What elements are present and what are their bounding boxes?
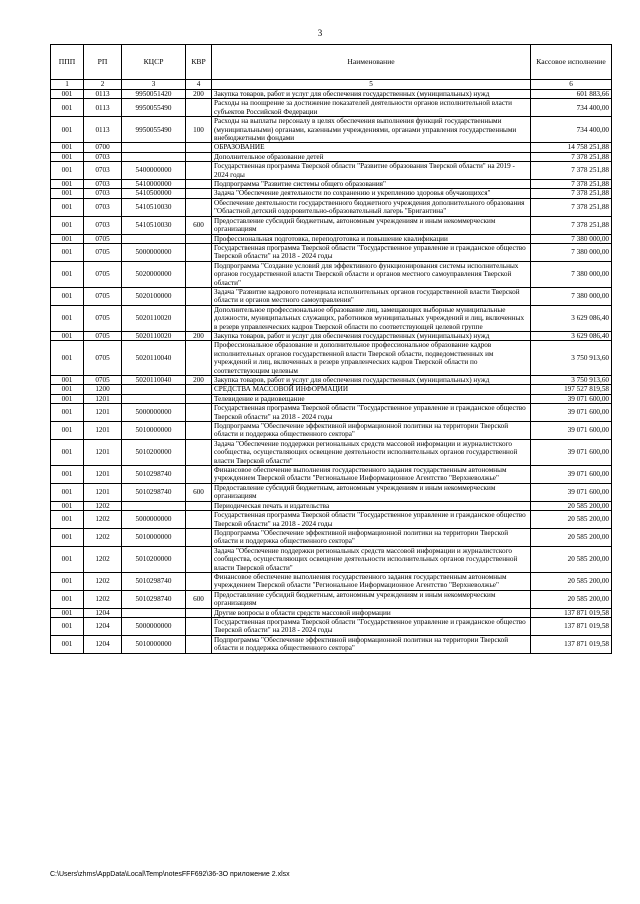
cell-name: Государственная программа Тверской области "Развитие образования Тверской области" на 2019 - 2024 годы — [212, 162, 531, 180]
table-row — [51, 608, 612, 617]
cell-amount: 39 071 600,00 — [531, 466, 612, 484]
column-number: 2 — [84, 80, 122, 90]
header-rp: РП — [84, 45, 122, 80]
cell-amount: 39 071 600,00 — [531, 394, 612, 403]
cell-kvr — [186, 305, 212, 331]
cell-name: Государственная программа Тверской области "Государственное управление и гражданское общество Тверской области" на 2018 - 2024 годы — [212, 511, 531, 529]
cell-amount: 7 378 251,88 — [531, 216, 612, 234]
cell-amount: 3 750 913,60 — [531, 376, 612, 385]
cell-kvr — [186, 198, 212, 216]
cell-amount: 20 585 200,00 — [531, 511, 612, 529]
column-number: 6 — [531, 80, 612, 90]
cell-ppp: 001 — [51, 143, 84, 152]
cell-rp: 1201 — [84, 422, 122, 440]
table-row — [51, 90, 612, 99]
cell-ppp: 001 — [51, 590, 84, 608]
cell-kcsr: 5400000000 — [122, 162, 186, 180]
cell-kvr: 100 — [186, 117, 212, 143]
cell-ppp: 001 — [51, 189, 84, 198]
cell-rp: 0113 — [84, 99, 122, 117]
cell-kvr: 600 — [186, 483, 212, 501]
table-row — [51, 572, 612, 590]
cell-kvr — [186, 243, 212, 261]
cell-name: Подпрограмма "Развитие системы общего образования" — [212, 180, 531, 189]
cell-kvr — [186, 466, 212, 484]
cell-name: Расходы на выплаты персоналу в целях обеспечения выполнения функций государственными (муниципальными) органами, казенными учреждениями, органами управления государственными внебюджетными фондами — [212, 117, 531, 143]
cell-kcsr: 5020110040 — [122, 376, 186, 385]
cell-name: Задача "Обеспечение поддержки региональных средств массовой информации и журналистского сообщества, осуществляющих освещение деятельности исполнительных органов государственной власти Тверской области" — [212, 546, 531, 572]
cell-amount: 734 400,00 — [531, 99, 612, 117]
table-row — [51, 528, 612, 546]
cell-amount: 3 750 913,60 — [531, 341, 612, 376]
cell-kcsr: 5000000000 — [122, 243, 186, 261]
column-number: 1 — [51, 80, 84, 90]
cell-kvr — [186, 511, 212, 529]
cell-name: Предоставление субсидий бюджетным, автономным учреждениям и иным некоммерческим организациям — [212, 590, 531, 608]
cell-rp: 0113 — [84, 90, 122, 99]
cell-kcsr: 5010200000 — [122, 439, 186, 465]
cell-ppp: 001 — [51, 305, 84, 331]
cell-amount: 39 071 600,00 — [531, 439, 612, 465]
cell-kvr — [186, 546, 212, 572]
cell-kvr — [186, 422, 212, 440]
table-row — [51, 635, 612, 653]
table-row — [51, 511, 612, 529]
cell-amount: 20 585 200,00 — [531, 572, 612, 590]
cell-amount: 20 585 200,00 — [531, 528, 612, 546]
cell-rp: 0703 — [84, 189, 122, 198]
cell-kvr: 600 — [186, 216, 212, 234]
table-row — [51, 385, 612, 394]
table-row — [51, 99, 612, 117]
cell-name: Обеспечение деятельности государственного бюджетного учреждения дополнительного образования "Областной детский оздоровительно-образовательный лагерь "Бригантина" — [212, 198, 531, 216]
cell-kvr — [186, 385, 212, 394]
cell-kcsr — [122, 234, 186, 243]
cell-ppp: 001 — [51, 99, 84, 117]
cell-kcsr — [122, 385, 186, 394]
cell-kcsr: 5410510030 — [122, 216, 186, 234]
cell-rp: 1201 — [84, 394, 122, 403]
cell-amount: 7 378 251,88 — [531, 180, 612, 189]
table-header-row — [51, 45, 612, 80]
cell-kvr: 600 — [186, 590, 212, 608]
cell-rp: 1202 — [84, 590, 122, 608]
cell-kcsr: 5020110020 — [122, 305, 186, 331]
table-row — [51, 341, 612, 376]
cell-amount: 39 071 600,00 — [531, 422, 612, 440]
table-row — [51, 331, 612, 340]
cell-rp: 0703 — [84, 180, 122, 189]
cell-amount: 734 400,00 — [531, 117, 612, 143]
cell-kcsr: 5010298740 — [122, 590, 186, 608]
cell-rp: 0705 — [84, 234, 122, 243]
cell-name: Финансовое обеспечение выполнения государственного задания государственным автономным учреждением Тверской области "Региональное Информационное Агентство "Верхневолжье" — [212, 466, 531, 484]
cell-amount: 137 871 019,58 — [531, 635, 612, 653]
cell-kcsr: 5410000000 — [122, 180, 186, 189]
table-row — [51, 198, 612, 216]
cell-ppp: 001 — [51, 572, 84, 590]
column-number-row — [51, 80, 612, 90]
cell-kvr — [186, 635, 212, 653]
cell-kcsr — [122, 152, 186, 161]
cell-ppp: 001 — [51, 528, 84, 546]
cell-name: Государственная программа Тверской области "Государственное управление и гражданское общество Тверской области" на 2018 - 2024 годы — [212, 404, 531, 422]
cell-rp: 0705 — [84, 341, 122, 376]
cell-ppp: 001 — [51, 117, 84, 143]
cell-ppp: 001 — [51, 376, 84, 385]
cell-rp: 1204 — [84, 635, 122, 653]
cell-ppp: 001 — [51, 180, 84, 189]
cell-ppp: 001 — [51, 261, 84, 287]
cell-amount: 3 629 086,40 — [531, 305, 612, 331]
cell-amount: 7 380 000,00 — [531, 261, 612, 287]
cell-kvr — [186, 528, 212, 546]
cell-rp: 0705 — [84, 287, 122, 305]
cell-kcsr — [122, 143, 186, 152]
cell-kcsr: 5010000000 — [122, 635, 186, 653]
table-row — [51, 394, 612, 403]
cell-ppp: 001 — [51, 439, 84, 465]
cell-ppp: 001 — [51, 483, 84, 501]
cell-name: Подпрограмма "Создание условий для эффективного функционирования системы исполнительных органов государственной власти Тверской области и органов местного самоуправления Тверской области" — [212, 261, 531, 287]
cell-name: Дополнительное образование детей — [212, 152, 531, 161]
cell-kvr — [186, 341, 212, 376]
cell-kvr — [186, 287, 212, 305]
cell-name: Задача "Обеспечение деятельности по сохранению и укреплению здоровья обучающихся" — [212, 189, 531, 198]
cell-ppp: 001 — [51, 90, 84, 99]
table-row — [51, 216, 612, 234]
cell-rp: 1202 — [84, 528, 122, 546]
table-row — [51, 422, 612, 440]
table-row — [51, 617, 612, 635]
column-number: 4 — [186, 80, 212, 90]
cell-rp: 0700 — [84, 143, 122, 152]
cell-amount: 7 380 000,00 — [531, 287, 612, 305]
cell-amount: 7 378 251,88 — [531, 198, 612, 216]
cell-kvr — [186, 99, 212, 117]
table-row — [51, 466, 612, 484]
cell-kcsr: 5410500000 — [122, 189, 186, 198]
table-row — [51, 546, 612, 572]
table-row — [51, 261, 612, 287]
cell-kcsr: 9950055490 — [122, 117, 186, 143]
cell-kcsr: 5410510030 — [122, 198, 186, 216]
cell-amount: 20 585 200,00 — [531, 546, 612, 572]
cell-rp: 1202 — [84, 501, 122, 510]
cell-kcsr — [122, 394, 186, 403]
table-row — [51, 243, 612, 261]
cell-amount: 14 758 251,88 — [531, 143, 612, 152]
table-row — [51, 439, 612, 465]
cell-kvr: 200 — [186, 376, 212, 385]
table-row — [51, 152, 612, 161]
cell-rp: 1204 — [84, 617, 122, 635]
cell-rp: 0703 — [84, 216, 122, 234]
cell-kcsr: 5010000000 — [122, 528, 186, 546]
cell-rp: 0705 — [84, 243, 122, 261]
cell-kvr — [186, 617, 212, 635]
cell-rp: 0705 — [84, 331, 122, 340]
cell-kcsr: 9950055490 — [122, 99, 186, 117]
cell-rp: 0705 — [84, 305, 122, 331]
cell-kcsr: 5020110020 — [122, 331, 186, 340]
cell-kcsr: 5010298740 — [122, 466, 186, 484]
cell-kcsr: 5000000000 — [122, 617, 186, 635]
cell-name: Подпрограмма "Обеспечение эффективной информационной политики на территории Тверской области и поддержка общественного сектора" — [212, 422, 531, 440]
table-row — [51, 117, 612, 143]
cell-kcsr — [122, 608, 186, 617]
cell-kvr — [186, 152, 212, 161]
cell-name: Задача "Развитие кадрового потенциала исполнительных органов государственной власти Тверской области и органов местного самоуправления" — [212, 287, 531, 305]
cell-name: ОБРАЗОВАНИЕ — [212, 143, 531, 152]
cell-name: Подпрограмма "Обеспечение эффективной информационной политики на территории Тверской области и поддержка общественного сектора" — [212, 635, 531, 653]
cell-kvr — [186, 394, 212, 403]
cell-ppp: 001 — [51, 501, 84, 510]
cell-name: Задача "Обеспечение поддержки региональных средств массовой информации и журналистского сообщества, осуществляющих освещение деятельности исполнительных органов государственной власти Тверской области" — [212, 439, 531, 465]
column-number: 5 — [212, 80, 531, 90]
page-number: 3 — [317, 28, 323, 38]
cell-ppp: 001 — [51, 635, 84, 653]
cell-name: Закупка товаров, работ и услуг для обеспечения государственных (муниципальных) нужд — [212, 376, 531, 385]
cell-ppp: 001 — [51, 287, 84, 305]
cell-name: Закупка товаров, работ и услуг для обеспечения государственных (муниципальных) нужд — [212, 331, 531, 340]
table-row — [51, 376, 612, 385]
cell-kvr — [186, 143, 212, 152]
table-row — [51, 483, 612, 501]
cell-rp: 0703 — [84, 152, 122, 161]
cell-name: Другие вопросы в области средств массовой информации — [212, 608, 531, 617]
cell-amount: 39 071 600,00 — [531, 404, 612, 422]
cell-kvr — [186, 162, 212, 180]
cell-kvr — [186, 608, 212, 617]
cell-kvr — [186, 180, 212, 189]
column-number: 3 — [122, 80, 186, 90]
cell-kcsr: 5010298740 — [122, 572, 186, 590]
table-row — [51, 287, 612, 305]
cell-rp: 1200 — [84, 385, 122, 394]
table-row — [51, 162, 612, 180]
cell-kcsr: 5010000000 — [122, 422, 186, 440]
cell-amount: 7 378 251,88 — [531, 162, 612, 180]
cell-ppp: 001 — [51, 546, 84, 572]
cell-kcsr: 5010200000 — [122, 546, 186, 572]
cell-kvr — [186, 189, 212, 198]
cell-rp: 0703 — [84, 198, 122, 216]
cell-rp: 0113 — [84, 117, 122, 143]
table-row — [51, 501, 612, 510]
cell-kcsr — [122, 501, 186, 510]
cell-kvr — [186, 261, 212, 287]
cell-ppp: 001 — [51, 331, 84, 340]
cell-rp: 1204 — [84, 608, 122, 617]
cell-rp: 0703 — [84, 162, 122, 180]
cell-rp: 1201 — [84, 466, 122, 484]
cell-ppp: 001 — [51, 394, 84, 403]
table-row — [51, 189, 612, 198]
cell-kcsr: 5020110040 — [122, 341, 186, 376]
cell-rp: 1202 — [84, 572, 122, 590]
cell-name: Государственная программа Тверской области "Государственное управление и гражданское общество Тверской области" на 2018 - 2024 годы — [212, 243, 531, 261]
cell-rp: 0705 — [84, 261, 122, 287]
cell-kcsr: 5000000000 — [122, 404, 186, 422]
table-row — [51, 234, 612, 243]
table-row — [51, 143, 612, 152]
cell-amount: 601 883,66 — [531, 90, 612, 99]
budget-table — [50, 44, 612, 654]
cell-name: Телевидение и радиовещание — [212, 394, 531, 403]
cell-name: Профессиональная подготовка, переподготовка и повышение квалификации — [212, 234, 531, 243]
cell-kcsr: 9950051420 — [122, 90, 186, 99]
cell-ppp: 001 — [51, 243, 84, 261]
cell-ppp: 001 — [51, 511, 84, 529]
cell-kcsr: 5020100000 — [122, 287, 186, 305]
table-row — [51, 305, 612, 331]
header-kvr: КВР — [186, 45, 212, 80]
cell-name: Финансовое обеспечение выполнения государственного задания государственным автономным учреждением Тверской области "Региональное Информационное Агентство "Верхневолжье" — [212, 572, 531, 590]
cell-ppp: 001 — [51, 608, 84, 617]
cell-kcsr: 5010298740 — [122, 483, 186, 501]
cell-name: СРЕДСТВА МАССОВОЙ ИНФОРМАЦИИ — [212, 385, 531, 394]
cell-ppp: 001 — [51, 617, 84, 635]
cell-name: Предоставление субсидий бюджетным, автономным учреждениям и иным некоммерческим организациям — [212, 216, 531, 234]
cell-kvr — [186, 501, 212, 510]
cell-ppp: 001 — [51, 152, 84, 161]
cell-name: Периодическая печать и издательства — [212, 501, 531, 510]
cell-ppp: 001 — [51, 404, 84, 422]
cell-amount: 7 380 000,00 — [531, 243, 612, 261]
cell-kcsr: 5000000000 — [122, 511, 186, 529]
cell-kvr — [186, 572, 212, 590]
table-row — [51, 590, 612, 608]
cell-amount: 20 585 200,00 — [531, 501, 612, 510]
cell-name: Закупка товаров, работ и услуг для обеспечения государственных (муниципальных) нужд — [212, 90, 531, 99]
header-amount: Кассовое исполнение — [531, 45, 612, 80]
cell-ppp: 001 — [51, 341, 84, 376]
cell-rp: 1202 — [84, 546, 122, 572]
cell-ppp: 001 — [51, 385, 84, 394]
cell-rp: 1201 — [84, 404, 122, 422]
cell-amount: 7 378 251,88 — [531, 189, 612, 198]
table-row — [51, 180, 612, 189]
header-name: Наименование — [212, 45, 531, 80]
cell-rp: 0705 — [84, 376, 122, 385]
cell-ppp: 001 — [51, 216, 84, 234]
cell-ppp: 001 — [51, 198, 84, 216]
cell-amount: 39 071 600,00 — [531, 483, 612, 501]
cell-kvr — [186, 439, 212, 465]
cell-name: Предоставление субсидий бюджетным, автономным учреждениям и иным некоммерческим организациям — [212, 483, 531, 501]
cell-rp: 1202 — [84, 511, 122, 529]
cell-ppp: 001 — [51, 162, 84, 180]
cell-amount: 3 629 086,40 — [531, 331, 612, 340]
cell-amount: 7 378 251,88 — [531, 152, 612, 161]
cell-rp: 1201 — [84, 439, 122, 465]
cell-amount: 7 380 000,00 — [531, 234, 612, 243]
cell-kcsr: 5020000000 — [122, 261, 186, 287]
cell-kvr: 200 — [186, 331, 212, 340]
cell-name: Профессиональное образование и дополнительное профессиональное образование кадров исполнительных органов государственной власти Тверской области, подведомственных им учреждений и лиц, включенных в резерв управленческих кадров Тверской области по соответствующим целевым — [212, 341, 531, 376]
cell-name: Подпрограмма "Обеспечение эффективной информационной политики на территории Тверской области и поддержка общественного сектора" — [212, 528, 531, 546]
cell-kvr — [186, 404, 212, 422]
cell-amount: 137 871 019,58 — [531, 617, 612, 635]
cell-amount: 20 585 200,00 — [531, 590, 612, 608]
header-kcsr: КЦСР — [122, 45, 186, 80]
cell-rp: 1201 — [84, 483, 122, 501]
header-ppp: ППП — [51, 45, 84, 80]
cell-kvr: 200 — [186, 90, 212, 99]
file-path-footer: C:\Users\zhms\AppData\Local\Temp\notesFFF692\36-ЗО приложение 2.xlsx — [50, 871, 290, 878]
cell-amount: 137 871 019,58 — [531, 608, 612, 617]
cell-kvr — [186, 234, 212, 243]
cell-name: Дополнительное профессиональное образование лиц, замещающих выборные муниципальные должности, муниципальных служащих, работников муниципальных учреждений и лиц, включенных в резерв управленческих кадров Тверской области по соответствующей целевой группе — [212, 305, 531, 331]
table-row — [51, 404, 612, 422]
cell-amount: 197 527 819,58 — [531, 385, 612, 394]
cell-ppp: 001 — [51, 234, 84, 243]
cell-ppp: 001 — [51, 466, 84, 484]
cell-name: Государственная программа Тверской области "Государственное управление и гражданское общество Тверской области" на 2018 - 2024 годы — [212, 617, 531, 635]
cell-ppp: 001 — [51, 422, 84, 440]
cell-name: Расходы на поощрение за достижение показателей деятельности органов исполнительной власти субъектов Российской Федерации — [212, 99, 531, 117]
